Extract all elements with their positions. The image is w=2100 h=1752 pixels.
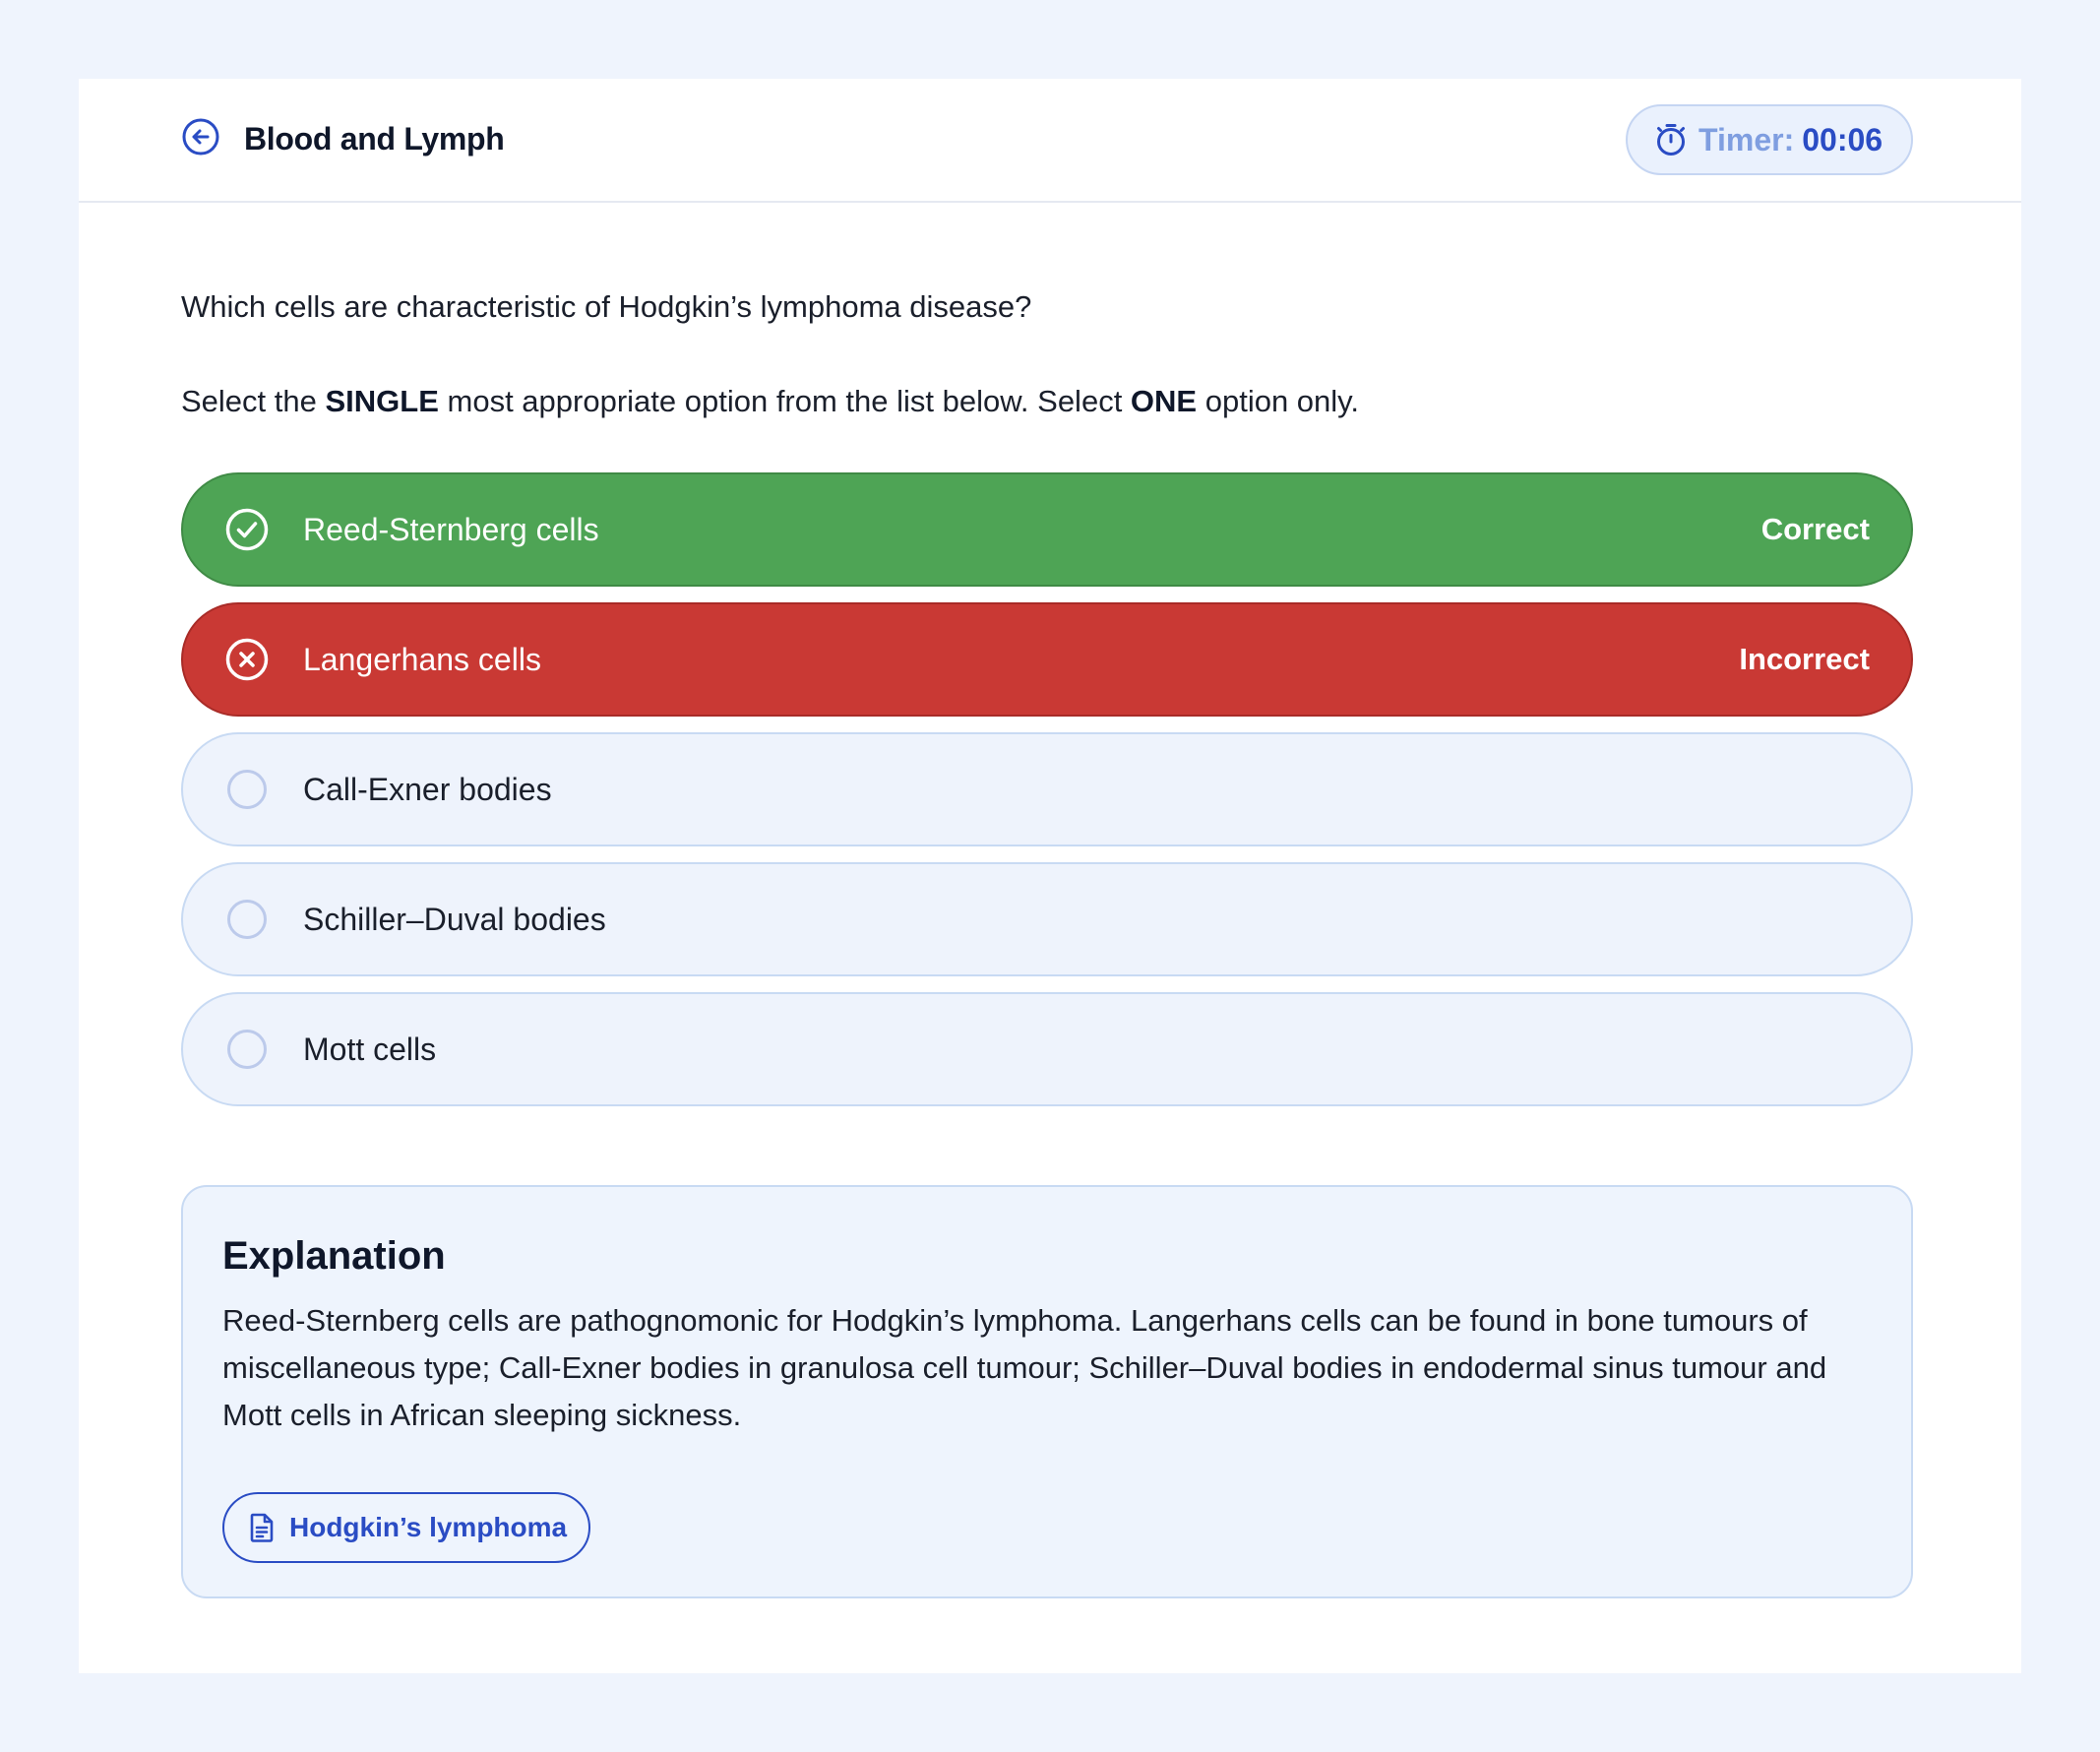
timer-badge (1626, 104, 1913, 175)
option-label: Call-Exner bodies (303, 772, 552, 807)
quiz-header (79, 79, 2021, 203)
option-label: Mott cells (303, 1032, 437, 1067)
x-circle-icon (224, 637, 270, 682)
option-label: Reed-Sternberg cells (303, 512, 599, 547)
stopwatch-icon (1653, 122, 1689, 157)
radio-circle-icon (224, 1027, 270, 1072)
explanation-title: Explanation (222, 1234, 446, 1278)
instruction-emphasis-one: ONE (1130, 384, 1198, 418)
option-mott-cells[interactable] (181, 992, 1913, 1106)
topic-link-button[interactable] (222, 1492, 590, 1563)
check-circle-icon (224, 507, 270, 552)
instruction-text: most appropriate option from the list below. Select (438, 384, 1131, 418)
option-label: Schiller–Duval bodies (303, 902, 606, 937)
option-label: Langerhans cells (303, 642, 541, 677)
topic-link-label: Hodgkin’s lymphoma (289, 1512, 568, 1542)
option-langerhans-cells[interactable] (181, 602, 1913, 717)
option-call-exner-bodies[interactable] (181, 732, 1913, 846)
question-text: Which cells are characteristic of Hodgkin’s lymphoma disease? (181, 289, 1032, 324)
arrow-left-circle-icon (181, 117, 220, 161)
option-schiller-duval-bodies[interactable] (181, 862, 1913, 976)
option-reed-sternberg-cells[interactable] (181, 472, 1913, 587)
timer-value: 00:06 (1802, 121, 1884, 157)
radio-circle-icon (224, 897, 270, 942)
quiz-card (79, 79, 2021, 1673)
instruction-text: option only. (1197, 384, 1359, 418)
document-icon (248, 1512, 276, 1543)
radio-circle-icon (224, 767, 270, 812)
explanation-panel (181, 1185, 1913, 1598)
instruction-emphasis-single: SINGLE (325, 384, 439, 418)
back-button[interactable] (181, 119, 220, 158)
option-status-correct: Correct (1760, 512, 1870, 546)
page-title: Blood and Lymph (244, 121, 505, 156)
instruction-text: Select the (181, 384, 326, 418)
explanation-body: Reed-Sternberg cells are pathognomonic for Hodgkin’s lymphoma. Langerhans cells can be found in bone tumours of miscellaneous type; Call-Exner bodies in granulosa cell tumour; Schiller–Duval bodies in endodermal sinus tumour and Mott cells in African sleeping sickness. (222, 1303, 1827, 1432)
timer-label: Timer: (1699, 121, 1795, 157)
question-instruction (181, 380, 1359, 423)
option-status-incorrect: Incorrect (1739, 642, 1870, 676)
